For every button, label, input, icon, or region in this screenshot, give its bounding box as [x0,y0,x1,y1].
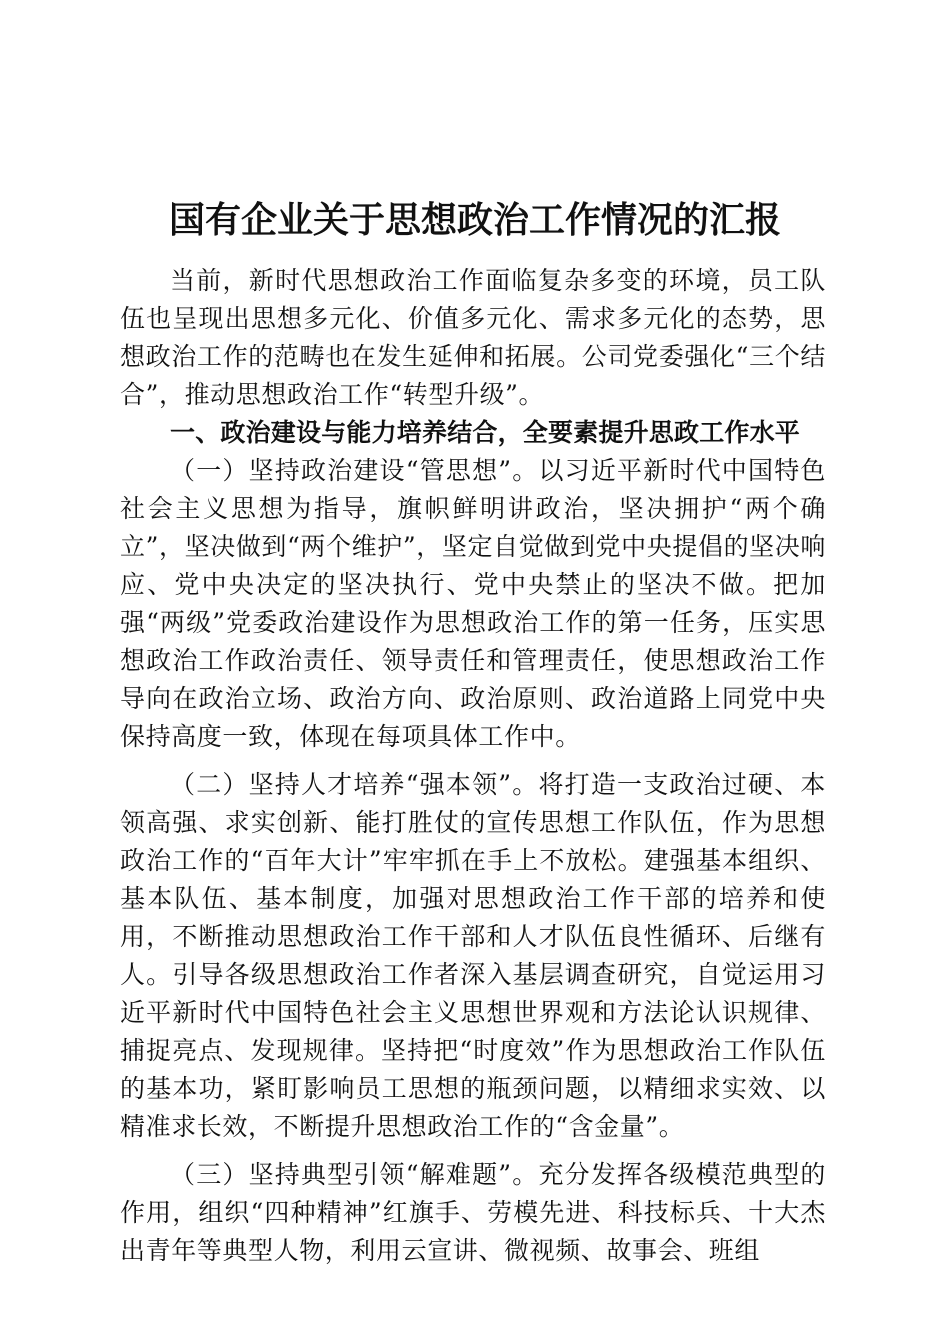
paragraph-gap [120,756,826,766]
paragraph-1: （一）坚持政治建设“管思想”。以习近平新时代中国特色社会主义思想为指导，旗帜鲜明讲政治，坚决拥护“两个确立”，坚决做到“两个维护”，坚定自觉做到党中央提倡的坚决响应、党中央决定的坚决执行、党中央禁止的坚决不做。把加强“两级”党委政治建设作为思想政治工作的第一任务，压实思想政治工作政治责任、领导责任和管理责任，使思想政治工作导向在政治立场、政治方向、政治原则、政治道路上同党中央保持高度一致，体现在每项具体工作中。 [120,456,826,751]
section-heading-1: 一、政治建设与能力培养结合，全要素提升思政工作水平 [170,418,801,447]
document-title: 国有企业关于思想政治工作情况的汇报 [168,199,781,241]
intro-paragraph: 当前，新时代思想政治工作面临复杂多变的环境，员工队伍也呈现出思想多元化、价值多元化、需求多元化的态势，思想政治工作的范畴也在发生延伸和拓展。公司党委强化“三个结合”，推动思想政治工作“转型升级”。 [120,266,826,409]
paragraph-2: （二）坚持人才培养“强本领”。将打造一支政治过硬、本领高强、求实创新、能打胜仗的宣传思想工作队伍，作为思想政治工作的“百年大计”牢牢抓在手上不放松。建强基本组织、基本队伍、基本制度，加强对思想政治工作干部的培养和使用，不断推动思想政治工作干部和人才队伍良性循环、后继有人。引导各级思想政治工作者深入基层调查研究，自觉运用习近平新时代中国特色社会主义思想世界观和方法论认识规律、捕捉亮点、发现规律。坚持把“时度效”作为思想政治工作队伍的基本功，紧盯影响员工思想的瓶颈问题，以精细求实效、以精准求长效，不断提升思想政治工作的“含金量”。 [120,770,826,1141]
document-body [120,262,826,1270]
paragraph-gap [120,1146,826,1156]
paragraph-3: （三）坚持典型引领“解难题”。充分发挥各级模范典型的作用，组织“四种精神”红旗手、劳模先进、科技标兵、十大杰出青年等典型人物，利用云宣讲、微视频、故事会、班组 [120,1160,826,1265]
